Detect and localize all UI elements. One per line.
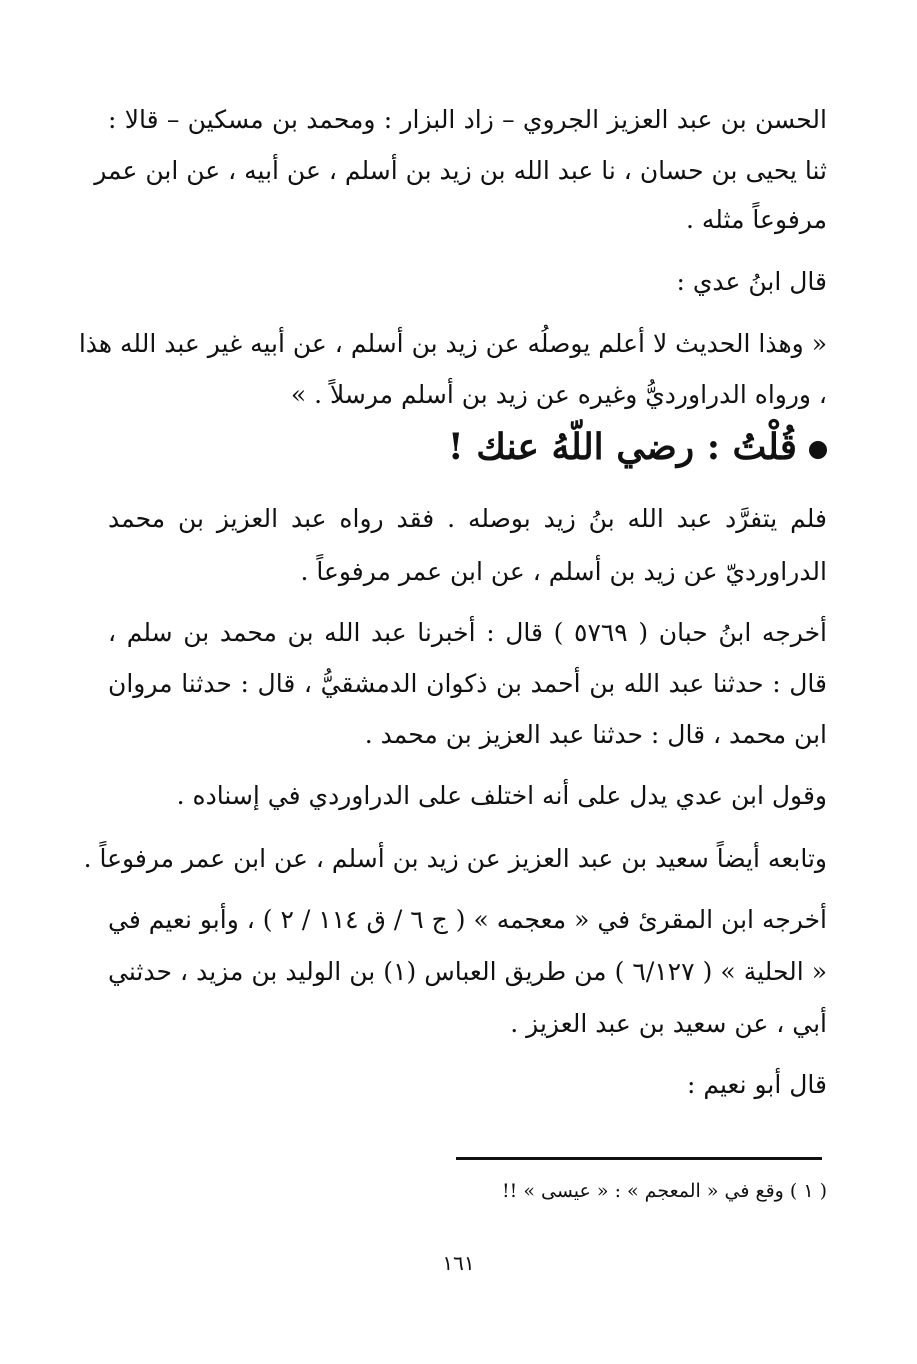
heading-text: قُلْتُ : رضي اللّهُ عنك ! xyxy=(447,426,797,468)
section-heading xyxy=(448,425,827,469)
text-line: قال ابنُ عدي : xyxy=(676,267,827,296)
text-line: الحسن بن عبد العزيز الجروي – زاد البزار : ومحمد بن مسكين – قالا : xyxy=(108,105,827,134)
text-line: ثنا يحيى بن حسان ، نا عبد الله بن زيد بن أسلم ، عن أبيه ، عن ابن عمر xyxy=(94,156,827,185)
text-line: ابن محمد ، قال : حدثنا عبد العزيز بن محمد . xyxy=(364,720,827,749)
text-line: وقول ابن عدي يدل على أنه اختلف على الدراوردي في إسناده . xyxy=(176,781,827,810)
text-line: أخرجه ابن المقرئ في « معجمه » ( ج ٦ / ق ١١٤ / ٢ ) ، وأبو نعيم في xyxy=(108,905,828,934)
quote-line: ، ورواه الدراورديُّ وغيره عن زيد بن أسلم مرسلاً . » xyxy=(290,380,827,409)
text-line: مرفوعاً مثله . xyxy=(685,205,827,234)
text-line: « الحلية » ( ٦/١٢٧ ) من طريق العباس (١) بن الوليد بن مزيد ، حدثني xyxy=(108,957,827,986)
quote-line: « وهذا الحديث لا أعلم يوصلُه عن زيد بن أسلم ، عن أبيه غير عبد الله هذا xyxy=(78,329,827,358)
text-line: قال : حدثنا عبد الله بن أحمد بن ذكوان الدمشقيُّ ، قال : حدثنا مروان xyxy=(108,669,827,698)
text-line: أبي ، عن سعيد بن عبد العزيز . xyxy=(510,1009,827,1038)
footnote: ( ١ ) وقع في « المعجم » : « عيسى » !! xyxy=(502,1180,827,1202)
page-number: ١٦١ xyxy=(442,1251,475,1275)
text-line: قال أبو نعيم : xyxy=(686,1070,827,1099)
text-line: فلم يتفرَّد عبد الله بنُ زيد بوصله . فقد رواه عبد العزيز بن محمد xyxy=(108,504,827,533)
text-line: وتابعه أيضاً سعيد بن عبد العزيز عن زيد بن أسلم ، عن ابن عمر مرفوعاً . xyxy=(83,844,827,873)
bullet-icon xyxy=(809,441,827,459)
text-line: الدراورديّ عن زيد بن أسلم ، عن ابن عمر مرفوعاً . xyxy=(300,557,827,586)
text-line: أخرجه ابنُ حبان ( ٥٧٦٩ ) قال : أخبرنا عبد الله بن محمد بن سلم ، xyxy=(108,618,827,647)
footnote-divider xyxy=(456,1157,822,1160)
